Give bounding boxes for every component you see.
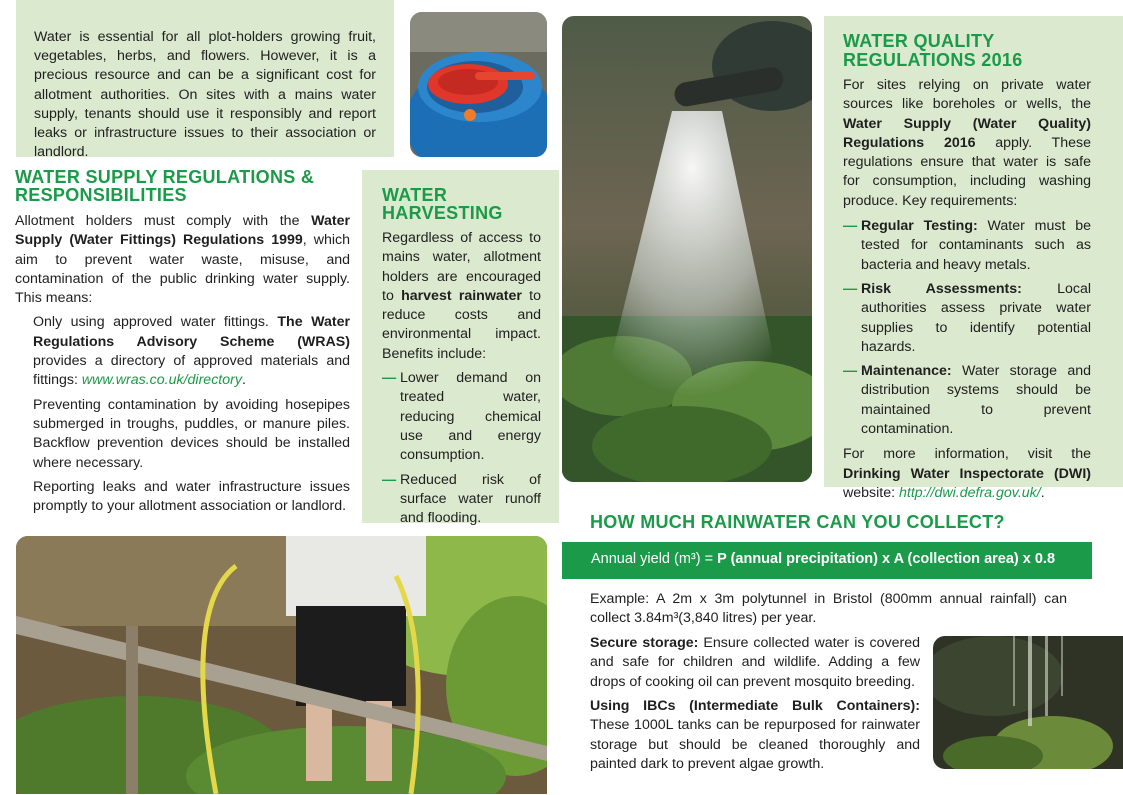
water-barrel-photo: [410, 12, 547, 157]
list-item: Only using approved water fittings. The Water Regulations Advisory Scheme (WRAS) provides a directory of approved materials and fittings: www.wras.co.uk/directory.: [33, 314, 350, 389]
water-quality-intro: For sites relying on private water sources like boreholes or wells, the Water Supply (Water Quality) Regulations 2016 apply. These regulations ensure that water is safe for consumption, including washing produce. Key requirements:: [843, 77, 1091, 209]
intro-text: Water is essential for all plot-holders growing fruit, vegetables, herbs, and flowers. However, it is a precious resource and can be a significant cost for allotment authorities. On sites with a mains water supply, tenants should use it responsibly and report leaks or infrastructure issues to their association or landlord.: [34, 29, 376, 161]
list-item: — Maintenance: Water storage and distribution systems should be maintained to prevent contamination.: [843, 363, 1091, 438]
water-harvesting-heading: WATER HARVESTING: [382, 185, 503, 223]
formula-bar: [562, 542, 1092, 579]
water-supply-intro: Allotment holders must comply with the Water Supply (Water Fittings) Regulations 1999, which aim to prevent water waste, misuse, and contamination of the public drinking water supply. This means:: [15, 213, 350, 307]
rainwater-heading: HOW MUCH RAINWATER CAN YOU COLLECT?: [590, 512, 1005, 532]
list-item: Preventing contamination by avoiding hosepipes submerged in troughs, puddles, or manure piles. Backflow prevention devices should be installed where necessary.: [33, 396, 350, 471]
list-item: — Reduced risk of surface water runoff and flooding.: [382, 471, 541, 527]
list-item: — Regular Testing: Water must be tested for contaminants such as bacteria and heavy metals.: [843, 218, 1091, 273]
intro-panel: [16, 0, 394, 161]
water-quality-requirements: [843, 217, 1091, 439]
water-supply-heading: WATER SUPPLY REGULATIONS & RESPONSIBILITIES: [15, 167, 315, 205]
list-item: Reporting leaks and water infrastructure issues promptly to your allotment association or landlord.: [33, 478, 350, 515]
dwi-link[interactable]: http://dwi.defra.gov.uk/: [899, 484, 1041, 501]
wras-link[interactable]: www.wras.co.uk/directory: [81, 372, 242, 389]
formula-expression: P (annual precipitation) x A (collection area) x 0.8: [717, 551, 1056, 567]
formula-label: Annual yield (m³) =: [591, 551, 718, 567]
water-supply-list: [15, 313, 350, 516]
rainwater-example: Example: A 2m x 3m polytunnel in Bristol (800mm annual rainfall) can collect 3.84m³(3,840 litres) per year.: [590, 591, 1067, 627]
water-supply-section: [15, 168, 350, 516]
list-item: — Risk Assessments: Local authorities assess private water supplies to identify potential hazards.: [843, 280, 1092, 355]
dwi-info: For more information, visit the Drinking Water Inspectorate (DWI) website: http://dwi.defra.gov.uk/.: [843, 446, 1091, 501]
rain-plant-photo: [933, 636, 1123, 769]
water-quality-heading: WATER QUALITY REGULATIONS 2016: [843, 31, 1023, 70]
list-item: — Lower demand on treated water, reducing chemical use and energy consumption.: [382, 370, 541, 464]
watering-can-photo: [562, 16, 812, 482]
ibc-text: Using IBCs (Intermediate Bulk Containers): These 1000L tanks can be repurposed for rainwater storage but should be cleaned thoroughly and painted dark to prevent algae growth.: [590, 698, 920, 772]
water-harvesting-benefits: [382, 369, 541, 528]
water-quality-panel: [824, 16, 1123, 501]
water-harvesting-intro: Regardless of access to mains water, allotment holders are encouraged to harvest rainwater to reduce costs and environmental impact. Benefits include:: [382, 230, 541, 362]
secure-storage-text: Secure storage: Ensure collected water is covered and safe for children and wildlife. Adding a few drops of cooking oil can prevent mosquito breeding.: [590, 635, 920, 690]
hose-watering-photo: [16, 536, 547, 794]
water-harvesting-panel: [362, 170, 559, 527]
